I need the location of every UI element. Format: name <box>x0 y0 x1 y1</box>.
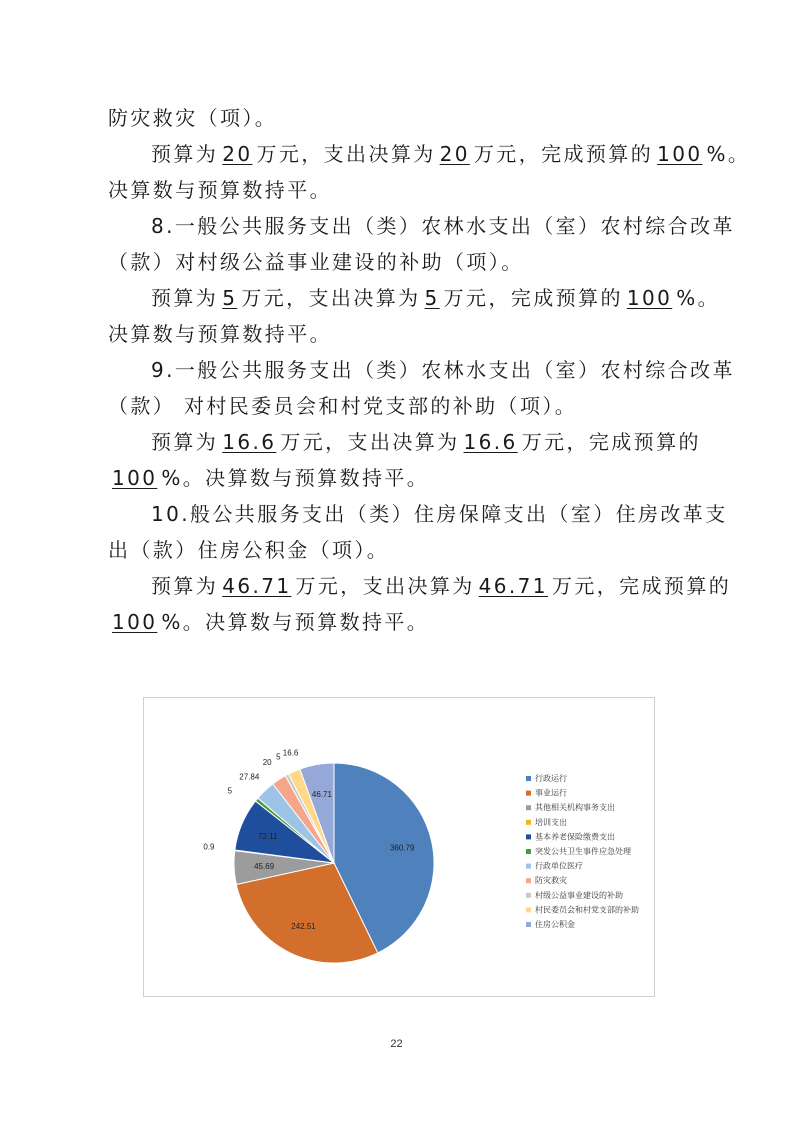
paragraph-line: 决算数与预算数持平。 <box>108 322 332 346</box>
document-body <box>108 100 751 640</box>
data-label-11: 46.71 <box>311 790 332 800</box>
budget-value: 16.6 <box>222 430 277 454</box>
pie-chart <box>144 698 654 996</box>
legend-label-10: 村民委员会和村党支部的补助 <box>535 905 639 915</box>
completion-percent: 100 <box>112 466 158 490</box>
text: %。决算数与预算数持平。 <box>161 466 430 490</box>
text: 预算为 <box>151 574 219 598</box>
legend-label-11: 住房公积金 <box>535 920 575 929</box>
section-heading: 9.一般公共服务支出（类）农林水支出（室）农村综合改革 <box>151 358 735 382</box>
data-label-10: 16.6 <box>282 748 299 758</box>
legend-label-3: 其他相关机构事务支出 <box>535 803 615 813</box>
budget-value: 5 <box>222 286 238 310</box>
text: 万元，完成预算的 <box>443 286 623 310</box>
final-value: 16.6 <box>463 430 518 454</box>
legend-swatch-10 <box>526 907 531 912</box>
completion-percent: 100 <box>657 142 703 166</box>
text: 预算为 <box>151 430 219 454</box>
paragraph-line: 防灾救灾（项）。 <box>108 106 278 130</box>
text: 万元，完成预算的 <box>473 142 654 166</box>
budget-value: 20 <box>222 142 253 166</box>
text: 万元，完成预算的 <box>551 574 732 598</box>
legend-swatch-4 <box>526 820 531 825</box>
budget-line <box>108 136 751 172</box>
legend-swatch-5 <box>526 834 531 839</box>
final-value: 46.71 <box>478 574 548 598</box>
completion-percent: 100 <box>112 610 158 634</box>
section-heading: 8.一般公共服务支出（类）农林水支出（室）农村综合改革 <box>151 214 735 238</box>
data-label-7: 27.84 <box>239 772 260 782</box>
budget-line <box>108 424 704 460</box>
section-heading: 10.般公共服务支出（类）住房保障支出（室）住房改革支 <box>151 502 728 526</box>
data-label-9: 5 <box>276 752 281 762</box>
completion-percent: 100 <box>626 286 673 310</box>
text: %。决算数与预算数持平。 <box>161 610 430 634</box>
paragraph-line: （款）对村级公益事业建设的补助（项）。 <box>108 250 524 274</box>
text: 万元，支出决算为 <box>295 574 475 598</box>
data-label-3: 45.69 <box>254 862 275 872</box>
text: 预算为 <box>151 286 219 310</box>
legend-swatch-6 <box>526 849 531 854</box>
data-label-5: 72.11 <box>257 831 278 841</box>
paragraph-line: 决算数与预算数持平。 <box>108 178 332 202</box>
text: 万元，完成预算的 <box>521 430 701 454</box>
legend-label-8: 防灾救灾 <box>535 876 567 886</box>
budget-line <box>108 280 721 316</box>
legend-swatch-8 <box>526 878 531 883</box>
legend-label-4: 培训支出 <box>535 817 567 827</box>
budget-line-cont <box>108 460 704 496</box>
budget-line <box>108 568 732 604</box>
data-label-2: 242.51 <box>291 922 316 931</box>
legend-swatch-1 <box>526 776 531 781</box>
final-value: 20 <box>439 142 470 166</box>
paragraph-line: （款） 对村民委员会和村党支部的补助（项）。 <box>108 394 578 418</box>
data-label-1: 360.79 <box>389 843 415 853</box>
legend-label-2: 事业运行 <box>535 788 567 798</box>
text: 万元，支出决算为 <box>256 142 436 166</box>
legend-swatch-9 <box>526 893 531 898</box>
text: 万元，支出决算为 <box>280 430 460 454</box>
text: %。 <box>706 142 751 166</box>
legend-swatch-7 <box>526 864 531 869</box>
text: 万元，支出决算为 <box>241 286 421 310</box>
data-label-8: 20 <box>262 757 272 767</box>
legend-label-9: 村级公益事业建设的补助 <box>535 890 623 900</box>
legend-label-5: 基本养老保险缴费支出 <box>535 832 615 842</box>
legend-swatch-11 <box>526 922 531 927</box>
paragraph-line: 出（款）住房公积金（项）。 <box>108 538 390 562</box>
text: 预算为 <box>151 142 219 166</box>
legend-swatch-3 <box>526 805 531 810</box>
legend-label-6: 突发公共卫生事件应急处理 <box>535 847 631 856</box>
legend-label-1: 行政运行 <box>535 774 567 783</box>
budget-value: 46.71 <box>222 574 292 598</box>
data-label-6: 5 <box>227 786 233 796</box>
pie-chart-frame <box>143 697 655 997</box>
budget-line-cont <box>108 604 704 640</box>
text: %。 <box>676 286 721 310</box>
page-number: 22 <box>390 1038 403 1050</box>
legend-swatch-2 <box>526 791 531 796</box>
data-label-4: 0.9 <box>203 842 215 852</box>
final-value: 5 <box>424 286 440 310</box>
legend-label-7: 行政单位医疗 <box>535 861 583 871</box>
